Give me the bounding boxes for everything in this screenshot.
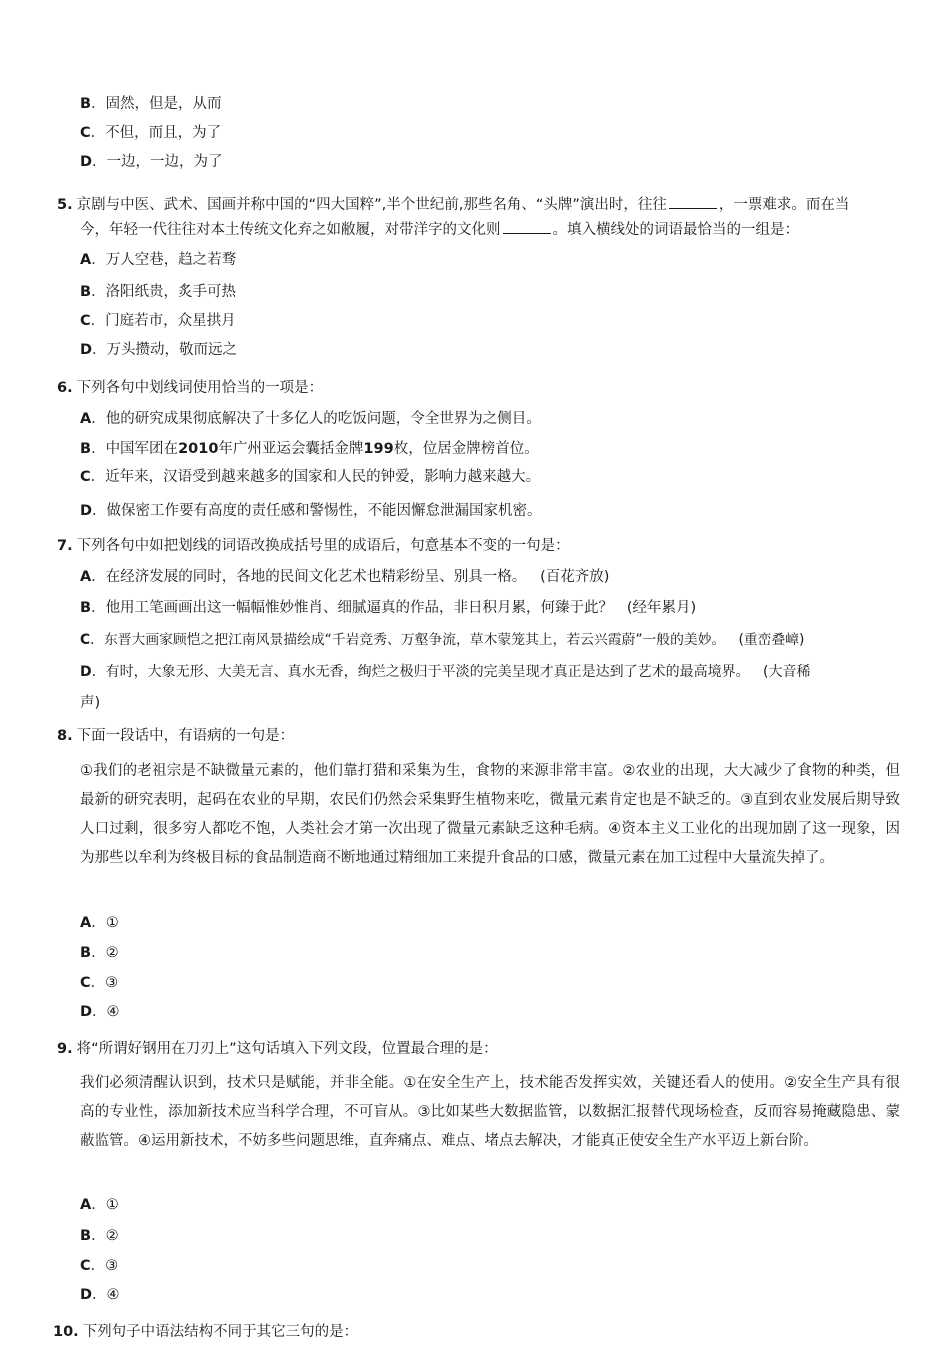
q9-option-a: A．① <box>80 1197 119 1213</box>
option-text: 一边，一边，为了 <box>106 154 223 170</box>
q7-option-b: B．他用工笔画画出这一幅幅惟妙惟肖、细腻逼真的作品，非日积月累，何臻于此？ (经年累月) <box>80 600 697 616</box>
q9-option-d: D．④ <box>80 1287 120 1303</box>
q5-option-b: B．洛阳纸贵，炙手可热 <box>80 284 237 300</box>
q8-passage: ①我们的老祖宗是不缺微量元素的，他们靠打猎和采集为生，食物的来源非常丰富。②农业的出现，大大减少了食物的种类，但最新的研究表明，起码在农业的早期，农民们仍然会采集野生植物来吃，微量元素肯定也是不缺乏的。③直到农业发展后期导致人口过剩，很多穷人都吃不饱，人类社会才第一次出现了微量元素缺乏这种毛病。④资本主义工业化的出现加剧了这一现象，因为那些以牟利为终极目标的食品制造商不断地通过精细加工来提升食品的口感，微量元素在加工过程中大量流失掉了。 <box>80 763 900 866</box>
question-number: 8. <box>57 728 73 744</box>
q9-stem: 9. 将“所谓好钢用在刀刃上”这句话填入下列文段，位置最合理的是： <box>57 1041 498 1057</box>
q7-option-c: C．东晋大画家顾恺之把江南风景描绘成“千岩竞秀、万壑争流，草木蒙笼其上，若云兴霞蔚”一般的美妙。 (重峦叠嶂) <box>80 632 805 648</box>
question-number: 7. <box>57 538 73 554</box>
option-letter: C <box>80 125 91 141</box>
q9-option-c: C．③ <box>80 1258 119 1274</box>
q10-stem: 10. 下列句子中语法结构不同于其它三句的是： <box>53 1324 359 1340</box>
q6-option-c: C．近年来，汉语受到越来越多的国家和人民的钟爱，影响力越来越大。 <box>80 469 541 485</box>
q8-option-c: C．③ <box>80 975 119 991</box>
q7-option-a: A．在经济发展的同时，各地的民间文化艺术也精彩纷呈、别具一格。 (百花齐放) <box>80 569 610 585</box>
answer-blank <box>503 219 551 234</box>
q6-option-b: B．中国军团在2010年广州亚运会囊括金牌199枚，位居金牌榜首位。 <box>80 441 539 457</box>
q7-option-d-cont: 声) <box>80 695 101 711</box>
q6-option-a: A．他的研究成果彻底解决了十多亿人的吃饭问题，令全世界为之侧目。 <box>80 411 541 427</box>
option-letter: D <box>80 154 93 170</box>
q7-stem: 7. 下列各句中如把划线的词语改换成括号里的成语后，句意基本不变的一句是： <box>57 538 570 554</box>
q8-option-d: D．④ <box>80 1004 120 1020</box>
q5-option-c: C．门庭若市，众星拱月 <box>80 313 236 329</box>
option-letter: B <box>80 96 92 112</box>
q9-option-b: B．② <box>80 1228 119 1244</box>
q8-option-b: B．② <box>80 945 119 961</box>
option-text: 固然，但是，从而 <box>105 96 222 112</box>
q9-passage: 我们必须清醒认识到，技术只是赋能，并非全能。①在安全生产上，技术能否发挥实效，关键还看人的使用。②安全生产具有很高的专业性，添加新技术应当科学合理，不可盲从。③比如某些大数据监管，以数据汇报替代现场检查，反而容易掩藏隐患、蒙蔽监管。④运用新技术，不妨多些问题思维，直奔痛点、难点、堵点去解决，才能真正使安全生产水平迈上新台阶。 <box>80 1075 900 1149</box>
q5-stem-line2: 今，年轻一代往往对本土传统文化弃之如敝履，对带洋字的文化则 。填入横线处的词语最恰当的一组是： <box>80 219 799 240</box>
q4-option-c: C．不但，而且，为了 <box>80 125 222 141</box>
q6-option-d: D．做保密工作要有高度的责任感和警惕性，不能因懈怠泄漏国家机密。 <box>80 503 542 519</box>
option-text: 不但，而且，为了 <box>105 125 222 141</box>
q5-option-d: D．万头攒动，敬而远之 <box>80 342 238 358</box>
question-number: 5. <box>57 197 73 213</box>
question-number: 9. <box>57 1041 73 1057</box>
q7-option-d: D．有时，大象无形、大美无言、真水无香，绚烂之极归于平淡的完美呈现才真正是达到了艺术的最高境界。 (大音稀 <box>80 664 811 680</box>
q8-stem: 8. 下面一段话中，有语病的一句是： <box>57 728 295 744</box>
q8-option-a: A．① <box>80 915 119 931</box>
q4-option-d: D．一边，一边，为了 <box>80 154 223 170</box>
answer-blank <box>669 194 717 209</box>
q5-stem-line1: 5. 京剧与中医、武术、国画并称中国的“四大国粹”,半个世纪前,那些名角、“头牌”演出时，往往 ，一票难求。而在当 <box>57 194 849 215</box>
question-number: 6. <box>57 380 73 396</box>
q5-option-a: A．万人空巷，趋之若骛 <box>80 252 237 268</box>
q6-stem: 6. 下列各句中划线词使用恰当的一项是： <box>57 380 324 396</box>
q4-option-b: B．固然，但是，从而 <box>80 96 222 112</box>
question-number: 10. <box>53 1324 79 1340</box>
